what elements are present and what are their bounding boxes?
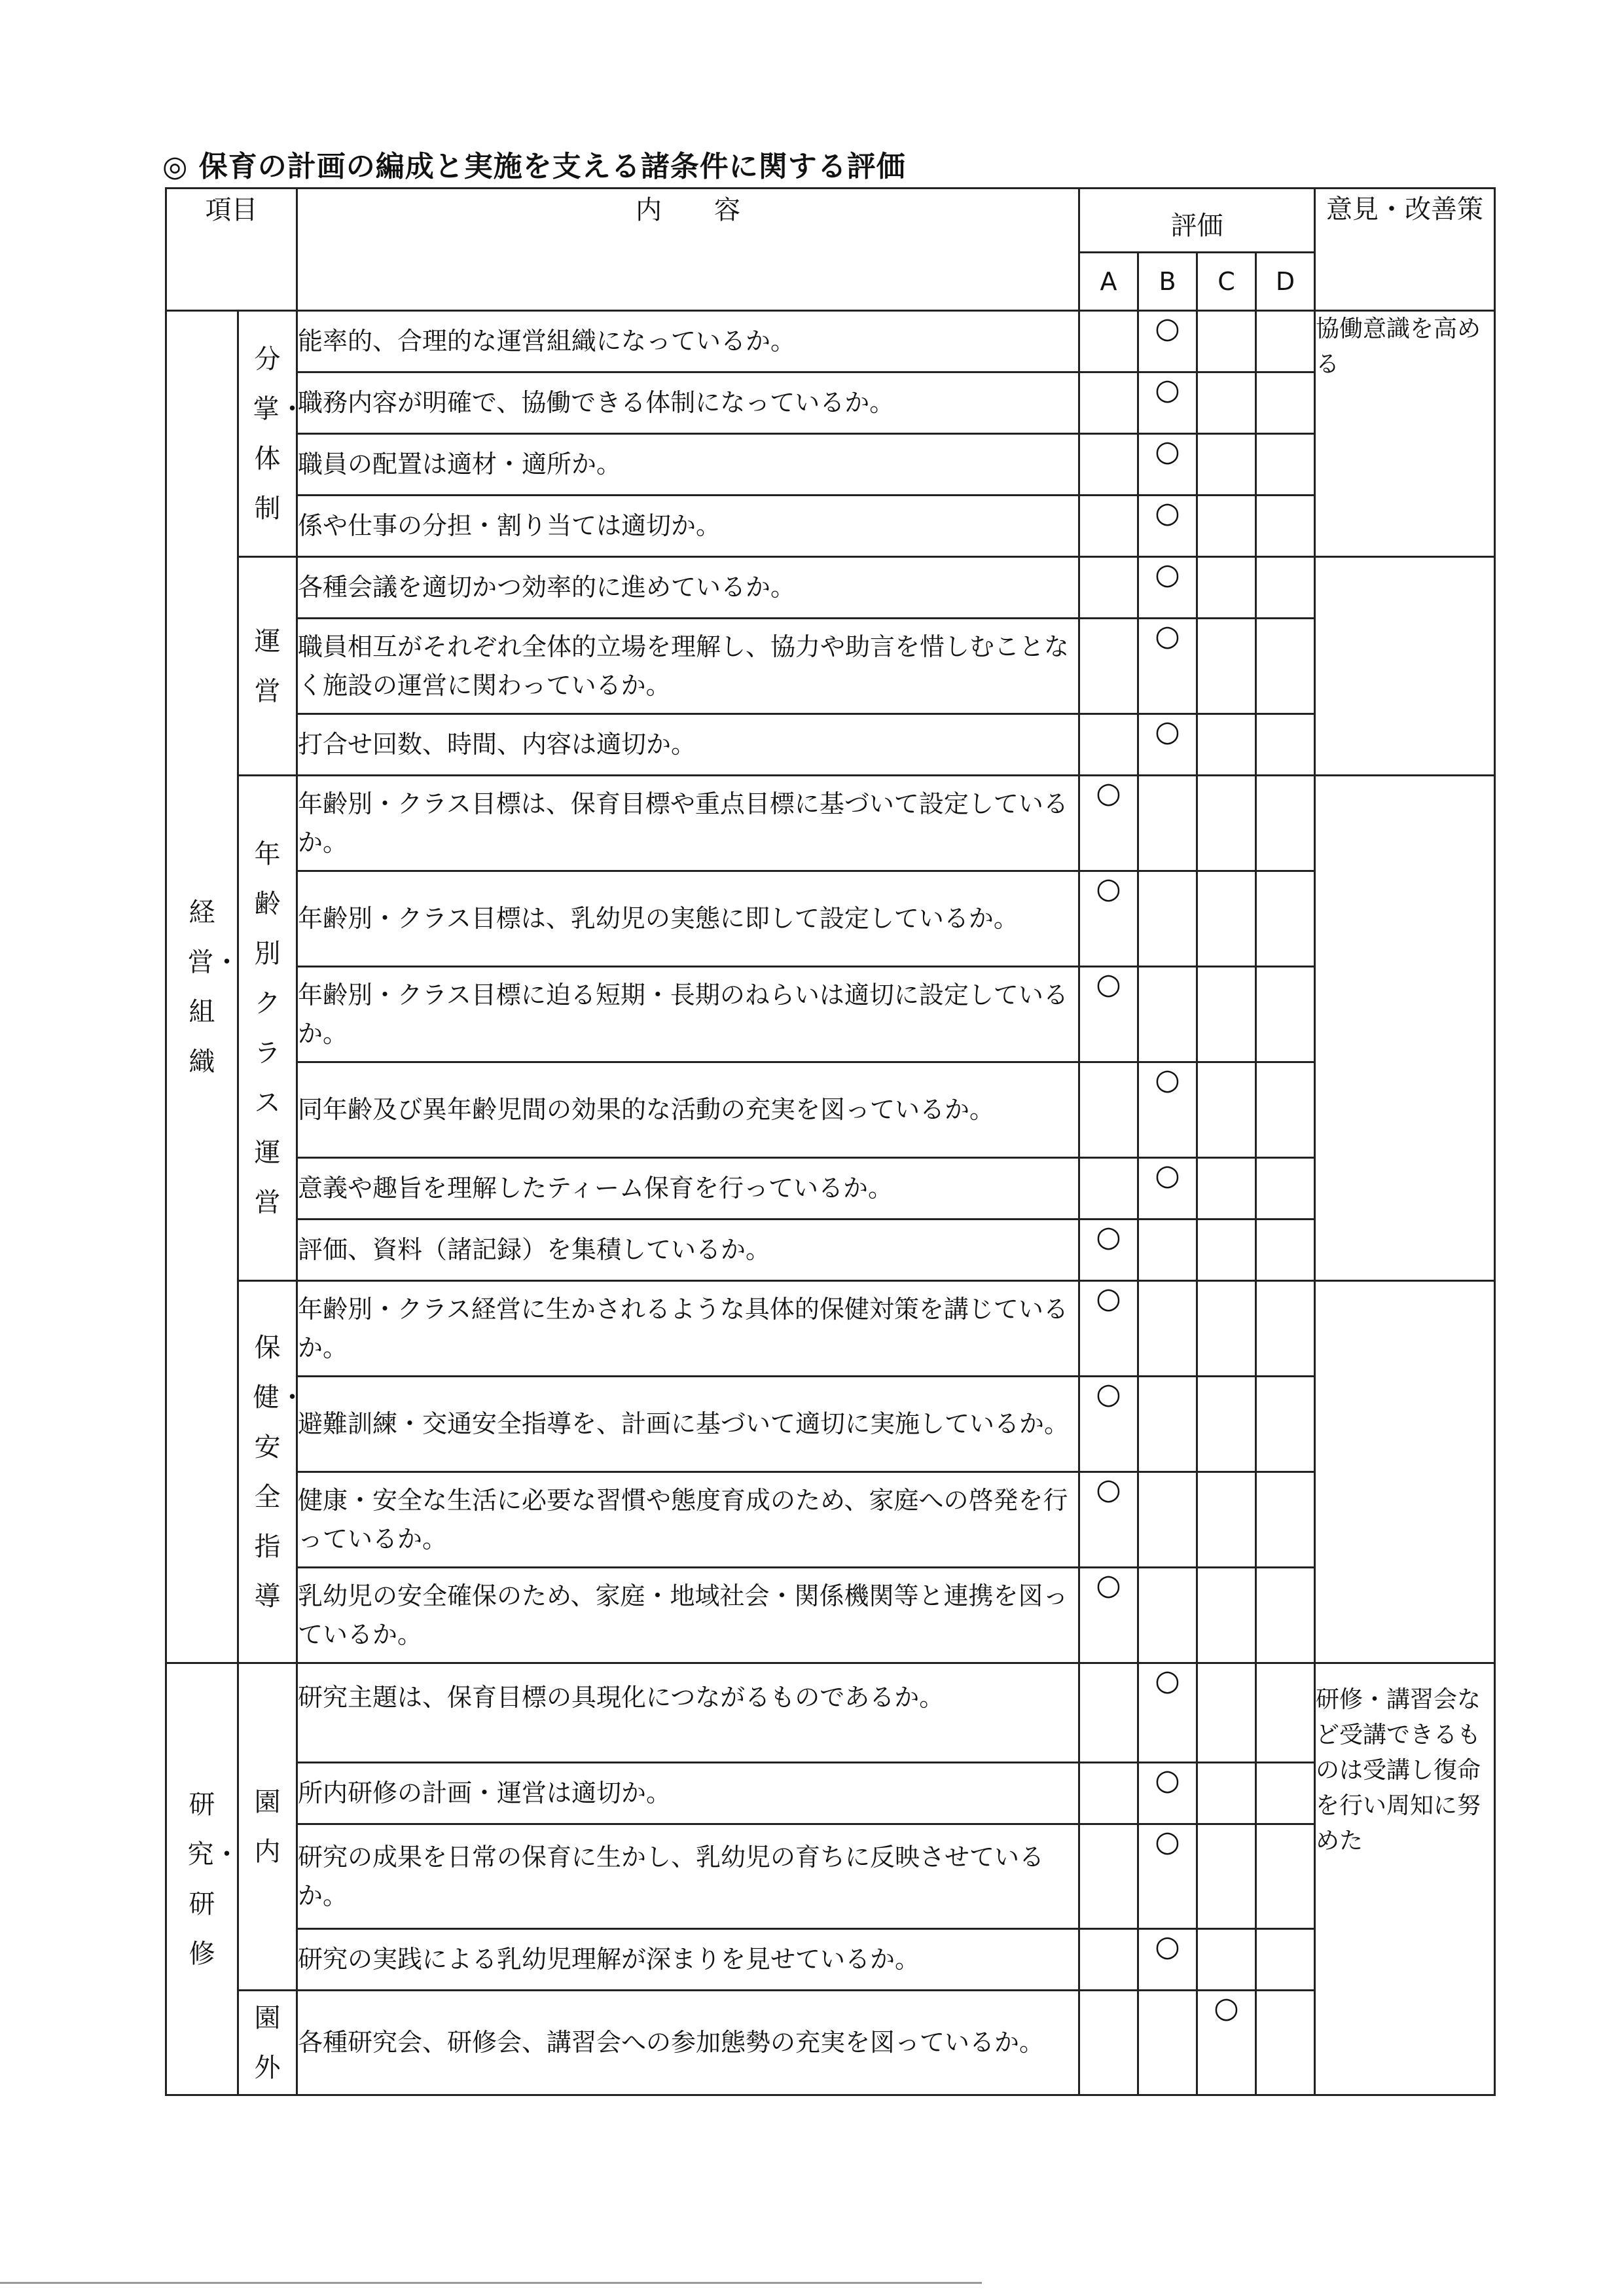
grade-d-cell xyxy=(1256,1220,1315,1281)
grade-b-cell xyxy=(1138,1158,1197,1220)
row-content: 研究の実践による乳幼児理解が深まりを見せているか。 xyxy=(297,1929,1079,1991)
grade-c-cell xyxy=(1197,1377,1256,1472)
grade-c-header: C xyxy=(1197,253,1256,311)
grade-d-cell xyxy=(1256,1991,1315,2095)
grade-d-cell xyxy=(1256,1472,1315,1568)
row-content: 職員の配置は適材・適所か。 xyxy=(297,434,1079,496)
grade-c-cell xyxy=(1197,496,1256,557)
grade-b-cell xyxy=(1138,311,1197,372)
grade-a-cell xyxy=(1079,1158,1138,1220)
category-management: 経営・組織 xyxy=(166,311,238,1663)
grade-c-cell xyxy=(1197,714,1256,776)
row-content: 職務内容が明確で、協働できる体制になっているか。 xyxy=(297,372,1079,434)
grade-b-cell xyxy=(1138,1281,1197,1377)
grade-b-cell xyxy=(1138,967,1197,1062)
evaluation-mark: ○ xyxy=(1155,312,1180,345)
evaluation-mark: ○ xyxy=(1155,496,1180,530)
grade-d-cell xyxy=(1256,1377,1315,1472)
row-content: 乳幼児の安全確保のため、家庭・地域社会・関係機関等と連携を図っているか。 xyxy=(297,1568,1079,1663)
opinion-division: 協働意識を高める xyxy=(1315,311,1495,557)
evaluation-mark: ○ xyxy=(1155,435,1180,468)
row-content: 研究主題は、保育目標の具現化につながるものであるか。 xyxy=(297,1663,1079,1763)
subcategory-outside: 園外 xyxy=(238,1991,297,2095)
grade-d-cell xyxy=(1256,1663,1315,1763)
subcategory-class: 年齢別クラス運営 xyxy=(238,776,297,1281)
grade-b-cell xyxy=(1138,714,1197,776)
grade-b-cell xyxy=(1138,1062,1197,1158)
grade-b-cell xyxy=(1138,434,1197,496)
grade-d-cell xyxy=(1256,714,1315,776)
grade-a-cell xyxy=(1079,557,1138,619)
evaluation-mark: ○ xyxy=(1155,1664,1180,1697)
grade-c-cell xyxy=(1197,1472,1256,1568)
evaluation-mark: ○ xyxy=(1096,872,1121,905)
evaluation-mark: ○ xyxy=(1096,1473,1121,1506)
subcategory-inside: 園内 xyxy=(238,1663,297,1991)
grade-a-cell xyxy=(1079,1663,1138,1763)
grade-c-cell xyxy=(1197,1663,1256,1763)
grade-a-cell xyxy=(1079,1220,1138,1281)
evaluation-mark: ○ xyxy=(1214,1991,1239,2025)
grade-a-cell xyxy=(1079,967,1138,1062)
grade-b-cell xyxy=(1138,1472,1197,1568)
row-content: 同年齢及び異年齢児間の効果的な活動の充実を図っているか。 xyxy=(297,1062,1079,1158)
grade-b-cell xyxy=(1138,1377,1197,1472)
grade-c-cell xyxy=(1197,1991,1256,2095)
grade-a-cell xyxy=(1079,372,1138,434)
grade-a-cell xyxy=(1079,1929,1138,1991)
evaluation-mark: ○ xyxy=(1096,776,1121,810)
grade-c-cell xyxy=(1197,967,1256,1062)
grade-a-cell xyxy=(1079,496,1138,557)
grade-c-cell xyxy=(1197,1568,1256,1663)
grade-d-cell xyxy=(1256,1158,1315,1220)
grade-d-cell xyxy=(1256,871,1315,967)
grade-c-cell xyxy=(1197,311,1256,372)
subcategory-operation: 運営 xyxy=(238,557,297,776)
grade-c-cell xyxy=(1197,1824,1256,1929)
row-content: 打合せ回数、時間、内容は適切か。 xyxy=(297,714,1079,776)
grade-c-cell xyxy=(1197,1158,1256,1220)
row-content: 意義や趣旨を理解したティーム保育を行っているか。 xyxy=(297,1158,1079,1220)
grade-c-cell xyxy=(1197,434,1256,496)
grade-a-cell xyxy=(1079,1281,1138,1377)
row-content: 年齢別・クラス目標は、乳幼児の実態に即して設定しているか。 xyxy=(297,871,1079,967)
grade-b-header: B xyxy=(1138,253,1197,311)
grade-a-cell xyxy=(1079,714,1138,776)
grade-d-cell xyxy=(1256,557,1315,619)
evaluation-mark: ○ xyxy=(1096,1220,1121,1254)
grade-b-cell xyxy=(1138,496,1197,557)
opinion-health xyxy=(1315,1281,1495,1663)
grade-b-cell xyxy=(1138,1763,1197,1824)
grade-c-cell xyxy=(1197,1763,1256,1824)
grade-c-cell xyxy=(1197,1220,1256,1281)
grade-c-cell xyxy=(1197,619,1256,714)
grade-a-cell xyxy=(1079,1062,1138,1158)
grade-b-cell xyxy=(1138,776,1197,871)
grade-b-cell xyxy=(1138,557,1197,619)
grade-d-cell xyxy=(1256,311,1315,372)
row-content: 所内研修の計画・運営は適切か。 xyxy=(297,1763,1079,1824)
evaluation-mark: ○ xyxy=(1155,1159,1180,1192)
grade-a-cell xyxy=(1079,871,1138,967)
scan-edge-line xyxy=(0,2282,982,2284)
opinion-class xyxy=(1315,776,1495,1281)
grade-d-cell xyxy=(1256,372,1315,434)
header-item: 項目 xyxy=(166,189,297,311)
grade-d-header: D xyxy=(1256,253,1315,311)
row-content: 能率的、合理的な運営組織になっているか。 xyxy=(297,311,1079,372)
grade-a-cell xyxy=(1079,1568,1138,1663)
grade-b-cell xyxy=(1138,1991,1197,2095)
row-content: 健康・安全な生活に必要な習慣や態度育成のため、家庭への啓発を行っているか。 xyxy=(297,1472,1079,1568)
grade-c-cell xyxy=(1197,1062,1256,1158)
page-title: ◎ 保育の計画の編成と実施を支える諸条件に関する評価 xyxy=(162,150,906,183)
grade-d-cell xyxy=(1256,1281,1315,1377)
grade-c-cell xyxy=(1197,1281,1256,1377)
row-content: 研究の成果を日常の保育に生かし、乳幼児の育ちに反映させているか。 xyxy=(297,1824,1079,1929)
evaluation-mark: ○ xyxy=(1155,1825,1180,1858)
evaluation-table xyxy=(165,187,1496,2096)
grade-a-cell xyxy=(1079,1763,1138,1824)
header-content: 内 容 xyxy=(297,189,1079,311)
header-opinion: 意見・改善策 xyxy=(1315,189,1495,311)
row-content: 評価、資料（諸記録）を集積しているか。 xyxy=(297,1220,1079,1281)
grade-a-cell xyxy=(1079,1824,1138,1929)
grade-c-cell xyxy=(1197,1929,1256,1991)
grade-d-cell xyxy=(1256,619,1315,714)
grade-d-cell xyxy=(1256,1062,1315,1158)
row-content: 年齢別・クラス目標に迫る短期・長期のねらいは適切に設定しているか。 xyxy=(297,967,1079,1062)
grade-d-cell xyxy=(1256,1929,1315,1991)
evaluation-mark: ○ xyxy=(1155,373,1180,407)
opinion-research: 研修・講習会など受講できるものは受講し復命を行い周知に努めた xyxy=(1315,1663,1495,2095)
grade-a-cell xyxy=(1079,1472,1138,1568)
row-content: 各種会議を適切かつ効率的に進めているか。 xyxy=(297,557,1079,619)
grade-d-cell xyxy=(1256,1568,1315,1663)
evaluation-mark: ○ xyxy=(1155,558,1180,591)
grade-a-cell xyxy=(1079,619,1138,714)
grade-a-header: A xyxy=(1079,253,1138,311)
grade-a-cell xyxy=(1079,1377,1138,1472)
evaluation-mark: ○ xyxy=(1096,1282,1121,1315)
grade-d-cell xyxy=(1256,496,1315,557)
grade-d-cell xyxy=(1256,1763,1315,1824)
grade-b-cell xyxy=(1138,1663,1197,1763)
row-content: 職員相互がそれぞれ全体的立場を理解し、協力や助言を惜しむことなく施設の運営に関わっているか。 xyxy=(297,619,1079,714)
grade-b-cell xyxy=(1138,372,1197,434)
row-content: 年齢別・クラス目標は、保育目標や重点目標に基づいて設定しているか。 xyxy=(297,776,1079,871)
header-evaluation: 評価 xyxy=(1079,189,1315,253)
grade-b-cell xyxy=(1138,1929,1197,1991)
evaluation-mark: ○ xyxy=(1096,1568,1121,1602)
grade-d-cell xyxy=(1256,434,1315,496)
grade-c-cell xyxy=(1197,557,1256,619)
evaluation-mark: ○ xyxy=(1155,1763,1180,1797)
row-content: 避難訓練・交通安全指導を、計画に基づいて適切に実施しているか。 xyxy=(297,1377,1079,1472)
row-content: 年齢別・クラス経営に生かされるような具体的保健対策を講じているか。 xyxy=(297,1281,1079,1377)
opinion-operation xyxy=(1315,557,1495,776)
grade-b-cell xyxy=(1138,619,1197,714)
grade-d-cell xyxy=(1256,1824,1315,1929)
grade-a-cell xyxy=(1079,311,1138,372)
subcategory-health: 保健・安全指導 xyxy=(238,1281,297,1663)
evaluation-mark: ○ xyxy=(1155,619,1180,653)
evaluation-mark: ○ xyxy=(1096,967,1121,1001)
grade-b-cell xyxy=(1138,1220,1197,1281)
grade-c-cell xyxy=(1197,871,1256,967)
category-research: 研究・研修 xyxy=(166,1663,238,2095)
grade-c-cell xyxy=(1197,776,1256,871)
grade-b-cell xyxy=(1138,1568,1197,1663)
row-content: 係や仕事の分担・割り当ては適切か。 xyxy=(297,496,1079,557)
subcategory-division: 分掌・体制 xyxy=(238,311,297,557)
grade-d-cell xyxy=(1256,967,1315,1062)
grade-c-cell xyxy=(1197,372,1256,434)
grade-a-cell xyxy=(1079,1991,1138,2095)
evaluation-mark: ○ xyxy=(1155,1063,1180,1096)
row-content: 各種研究会、研修会、講習会への参加態勢の充実を図っているか。 xyxy=(297,1991,1079,2095)
grade-d-cell xyxy=(1256,776,1315,871)
evaluation-mark: ○ xyxy=(1155,715,1180,748)
evaluation-mark: ○ xyxy=(1096,1377,1121,1411)
grade-a-cell xyxy=(1079,434,1138,496)
grade-b-cell xyxy=(1138,871,1197,967)
grade-b-cell xyxy=(1138,1824,1197,1929)
evaluation-mark: ○ xyxy=(1155,1930,1180,1963)
grade-a-cell xyxy=(1079,776,1138,871)
